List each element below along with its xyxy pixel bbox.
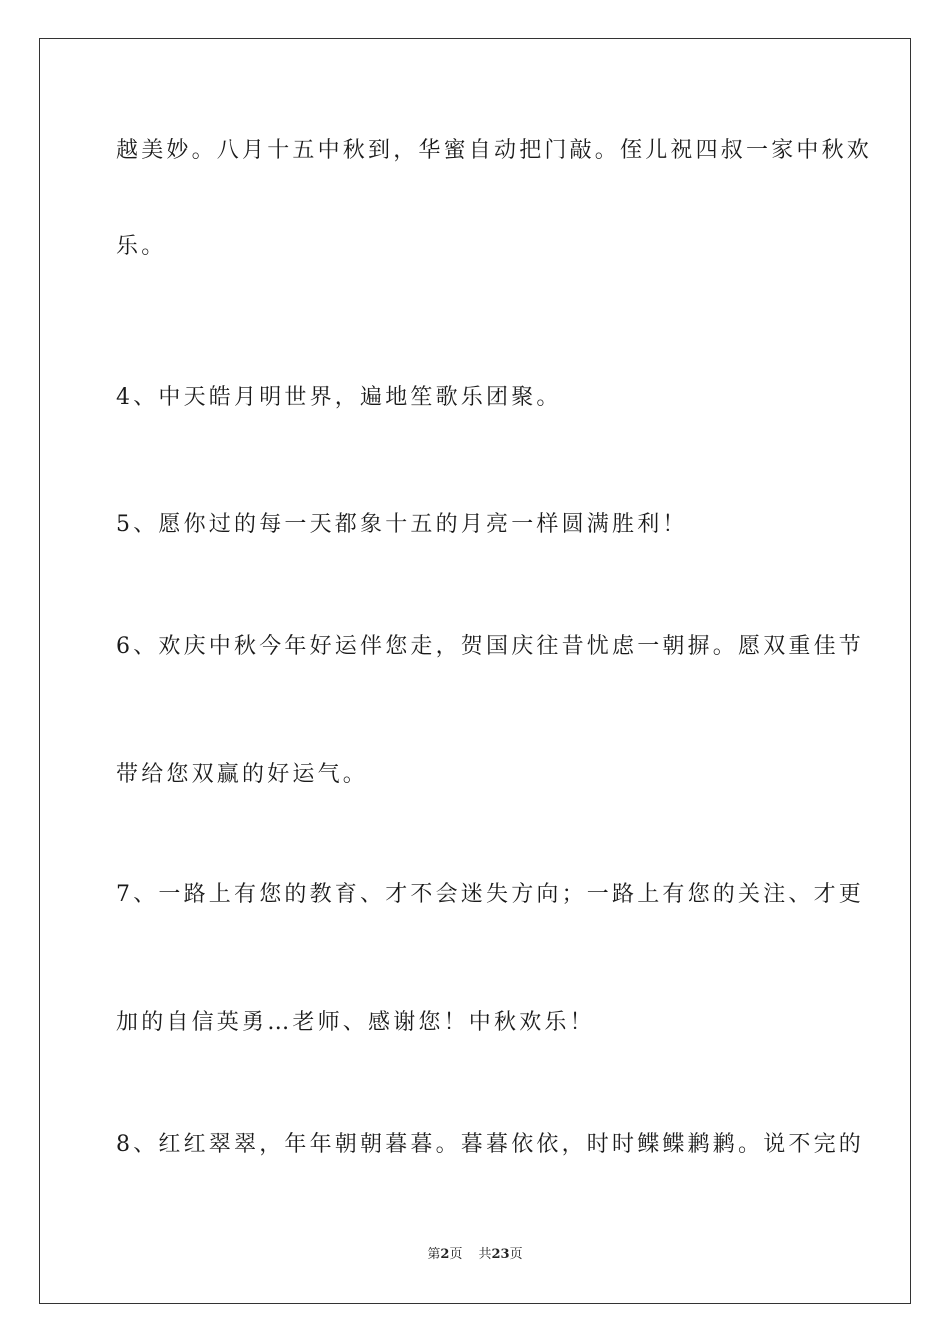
page-label-suffix: 页 [449,1247,463,1262]
page-border [39,38,911,1304]
text-line: 乐。 [116,234,167,259]
text-line: 7、一路上有您的教育、才不会迷失方向；一路上有您的关注、才更 [116,882,864,907]
text-line: 8、红红翠翠，年年朝朝暮暮。暮暮依依，时时鲽鲽鹣鹣。说不完的 [116,1132,864,1157]
total-label-suffix: 页 [509,1247,523,1262]
page-label-prefix: 第 [427,1247,441,1262]
text-line: 带给您双赢的好运气。 [116,762,369,787]
text-line: 越美妙。八月十五中秋到，华蜜自动把门敲。侄儿祝四叔一家中秋欢 [116,138,873,163]
text-line: 加的自信英勇…老师、感谢您！中秋欢乐！ [116,1010,595,1035]
page-footer [0,1246,950,1264]
text-line: 6、欢庆中秋今年好运伴您走，贺国庆往昔忧虑一朝摒。愿双重佳节 [116,634,864,659]
page-number: 2 [440,1247,450,1262]
text-line: 5、愿你过的每一天都象十五的月亮一样圆满胜利！ [116,512,688,537]
total-label-prefix: 共 [478,1247,492,1262]
total-pages: 23 [491,1247,510,1262]
text-line: 4、中天皓月明世界，遍地笙歌乐团聚。 [116,385,562,410]
